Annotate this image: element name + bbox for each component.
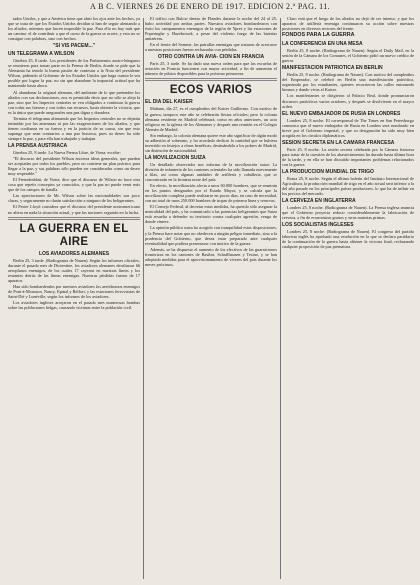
section-heading: EL NUEVO EMBAJADOR DE RUSIA EN LONDRES <box>282 110 401 117</box>
section-heading: LA PRODUCCION MUNDIAL DE TRIGO <box>282 168 374 175</box>
section-heading: LA CONFERENCIA EN UNA MESA <box>282 41 363 48</box>
section-heading: EL DIA DEL KAISER <box>145 99 193 106</box>
divider <box>8 217 140 220</box>
page-header: A B C. VIERNES 26 DE ENERO DE 1917. EDICION 2.ª PAG. 11. <box>89 2 331 11</box>
paragraph: El tráfico con Bulow dentro de Flandes durante la noche del 24 al 25, hubo actividad por ambas partes. Nuestros aviadores bombardearon con éxito los campamentos enemigos de la región de Ypres y las estaciones de Poperinghe y Hazebrouck, a pesar del violento fuego de las baterías antiaéreas. <box>145 16 277 42</box>
section-heading: LOS SOCIALISTAS INGLESES <box>282 222 354 229</box>
section-heading: MANIFESTACION PATRIOTICA EN BERLIN <box>282 65 383 72</box>
column-3 <box>282 16 414 581</box>
paragraph: Berlín 25, 8 noche. (Radiograma de Nauen). Según el Daily Mail, en la sesión de la Cámara de los Comunes, el Gobierno pidió un nuevo crédito de guerra. <box>282 48 414 64</box>
paragraph: Berlín 25, 8 noche. (Radiograma de Nauen). Con motivo del cumpleaños del Emperador, se celebró en Berlín una manifestación patriótica, organizada por los estudiantes, quienes recorrieron las calles entonando himnos y dando vivas al Kaiser. <box>282 72 414 93</box>
paragraph: Londres 25, 8 noche. (Radiograma de Nauen). La Prensa inglesa anuncia que el Gobierno proyecta reducir considerablemente la fabricación de cerveza, a fin de economizar granos y otras materias primas. <box>282 205 414 221</box>
paragraph: En el frente del Somme, las patrullas enemigas que trataron de acercarse a nuestras posiciones fueron rechazadas con pérdidas. <box>145 42 277 53</box>
headline-guerra-aire: LA GUERRA EN EL AIRE <box>19 222 129 248</box>
paragraph: Berlín 25, 3 tarde. (Radiograma de Nauen). Según los informes oficiales, durante el pasado mes de Diciembre, los aviadores alemanes derribaron 66 aeroplanos enemigos, de los cuales 17 cayeron en nuestras líneas y los restantes detrás de las líneas enemigas. Nuestras pérdidas fueron de 17 aparatos. <box>8 257 140 283</box>
section-heading: SESION SECRETA EN LA CAMARA FRANCESA <box>282 139 395 146</box>
paragraph: Han sido bombardeados por nuestros aviadores los aeródromos enemigos de Pont-à-Mousson, Nancy, Epinal y Belfort, y las estaciones ferroviarias de Saint-Dié y Lunéville, según los informes de los aviadores. <box>8 283 140 299</box>
paragraph: Claro está que el fuego de los aliados no dejó de ser intenso, y que los aparatos de artillería enemiga continuaron su acción sobre nuestras posiciones en diversos sectores del frente. <box>282 16 414 32</box>
paragraph: Roma 25, 8 noche. Según el último boletín del Instituto Internacional de Agricultura, la producción mundial de trigo en el año actual será inferior a la del año pasado en los principales países productores, lo que ha de influir en los precios del mercado. <box>282 175 414 197</box>
column-1 <box>8 16 140 581</box>
paragraph: Las apreciaciones de Mr. Wilson sobre las nacionalidades son poco claras, y seguramente no darán satisfacción a ninguno de los beligerantes. <box>8 193 140 204</box>
paragraph: Los aviadores ingleses arrojaron en el pasado mes numerosas bombas sobre las poblaciones belgas, causando víctimas entre la población civil. <box>8 299 140 310</box>
paragraph: Al abandonar la original alemana, del ambiente de lo que pretenden los aliados con sus declaraciones, nos es permitido decir que no sólo se aleja la paz, sino que los Imperios centrales se ven obligados a continuar la guerra con todas sus fuerzas y con todos sus recursos, hasta obtener la victoria, que es la única que puede asegurarles una paz digna y duradera. <box>8 89 140 115</box>
paragraph: El Fremdenblatt, de Viena, dice que el discurso de Wilson no hace otra cosa que repetir conceptos ya conocidos, y que la paz no puede venir más que de los campos de batalla. <box>8 177 140 193</box>
paragraph: París 25, 3 tarde. Se ha dado una nueva orden para que las escuelas de aviación en Francia funcionen con mayor actividad, a fin de aumentar el número de pilotos disponibles para la próxima primavera. <box>145 61 277 77</box>
section-heading: "SI VIS PACEM..." <box>52 43 96 50</box>
section-heading: LOS AVIADORES ALEMANES <box>38 250 110 257</box>
section-heading: LA MOVILIZACION SUIZA <box>145 154 206 161</box>
paragraph: Londres 25, 8 noche. El corresponsal de The Times en San Petersburgo comunica que el nuevo embajador de Rusia en Londres será nombrado en breve por el Gobierno imperial, y que su designación ha sido muy bien acogida en los círculos diplomáticos. <box>282 117 414 138</box>
paragraph: Además, se ha dispuesto el aumento de los efectivos de las guarniciones fronterizas en los cantones de Basilea, Schaffhausen y Tesino, y se han adoptado medidas para el aprovisionamiento de víveres del país durante los meses próximos. <box>145 246 277 267</box>
paragraph: Los manifestantes se dirigieron al Palacio Real, donde pronunciaron discursos patrióticos varios oradores, y después se disolvieron en el mayor orden. <box>282 93 414 109</box>
paragraph: En efecto, la movilización afecta a unos 60.000 hombres, que se reunirán en los puntos designados por el Estado Mayor, y se calcula que la movilización completa puede realizarse en pocos días, en caso de necesidad, con un total de unos 250.000 hombres de tropas de primera línea y reservas. <box>145 183 277 204</box>
column-2 <box>145 16 277 581</box>
section-heading: UN TELEGRAMA A WILSON <box>8 51 75 58</box>
section-heading: OTRO CONTRA UN AVIA- CION EN FRANCIA <box>157 54 265 61</box>
column-divider <box>280 18 281 579</box>
paragraph: Mañana, día 27, es el cumpleaños del Kaiser Guillermo. Con motivo de la guerra, tampoco este año se celebrarán fiestas oficiales; pero la colonia alemana residente en Madrid celebrará, como en años anteriores, un acto religioso en la iglesia de los Alemanes y después una reunión en el Colegio Alemán de Madrid. <box>145 106 277 132</box>
paragraph: El Pester Lloyd considera que el discurso del presidente norteamericano no altera en nada la situación actual, y que las naciones seguirán en la lucha. <box>8 204 140 215</box>
section-heading: FONDOS PARA LA GUERRA <box>282 32 355 39</box>
paragraph: París 25, 8 noche. La sesión secreta celebrada por la Cámara francesa para tratar de la cuestión de los abastecimientos ha durado hasta última hora de la tarde, y en ella se han discutido importantes problemas relacionados con la guerra. <box>282 146 414 167</box>
paragraph: La opinión pública suiza ha acogido con tranquilidad estas disposiciones, y la Prensa hace notar que no obedecen a ningún peligro inmediato, sino a la prudencia del Gobierno, que desea estar preparado ante cualquier eventualidad que pudiera presentarse con motivo de la guerra. <box>145 225 277 246</box>
paragraph: Un detallado observador nos informa de la movilización suiza: La división de infantería de los cantones orientales ha sido llamada nuevamente a filas, así como algunas unidades de artillería y caballería, que se concentrarán en la frontera norte del país. <box>145 161 277 183</box>
paragraph: El Consejo Federal, al decretar estas medidas, ha querido sólo asegurar la neutralidad del país, y ha comunicado a las potencias beligerantes que Suiza está resuelta a defender su territorio contra cualquier agresión, venga de donde viniere. <box>145 204 277 225</box>
paragraph: Sin embargo, la colonia alemana quiere este año significar de algún modo su adhesión al soberano, y ha acordado dedicar la cantidad que se hubiera invertido en festejos a obras benéficas, destinándola a los pobres de Madrid, sin distinción de nacionalidad. <box>145 132 277 153</box>
paragraph: Ginebra 25, 8 tarde. Los presidentes de los Parlamentos austro-húngaros se reunieron para tomar parte en la Prensa de Berlín, donde se pide que la Alemania ha tenido la buena pasión de contestar a la Nota del presidente Wilson, pidiendo al Gobierno de los Estados Unidos que haga cuanto le sea posible por lograr la paz, no sin que abandone la imparcial actitud que ha mantenido hasta ahora. <box>8 58 140 89</box>
paragraph: Termina el telegrama afirmando que los Imperios centrales no se dejarán intimidar por las amenazas ni por las exageraciones de los aliados, y que tienen confianza en su fuerza y en la justicia de su causa, sin que esto suponga que sean contrarios a una paz honrosa, pues su deseo ha sido siempre la paz, y para ella han trabajado y trabajan. <box>8 115 140 141</box>
paragraph: Londres 25, 8 noche. (Radiograma de Nauen). El congreso del partido laborista inglés ha aprobado una resolución en la que se declara partidario de la continuación de la guerra hasta obtener la victoria final, rechazando cualquier proposición de paz prematura. <box>282 229 414 250</box>
paragraph: tados Unidos, y que a América tiene que abrir los ojos ante los hechos, ya que se trata de que los Estados Unidos decidan si han de seguir alentando a los aliados, mientras que hacen imposible la paz. Para ello no hay más que un camino: el de contribuir a que el curso de la guerra se acorte, y esto no se consigue con palabras, sino con hechos. <box>8 16 140 42</box>
section-heading: LA PRENSA AUSTRIACA <box>8 142 68 149</box>
column-divider <box>143 18 144 579</box>
paragraph: "El discurso del presidente Wilson encierra ideas generales, que pueden ser aceptadas por todos los pueblos, pero no contiene un plan práctico para llegar a la paz, y sus palabras sólo pueden ser consideradas como un deseo muy respetable." <box>8 156 140 177</box>
headline-ecos-varios: ECOS VARIOS <box>169 84 253 97</box>
section-heading: LA CERVEZA EN INGLATERRA <box>282 198 356 205</box>
paragraph: Ginebra 25, 8 tarde. La Nueva Prensa Libre, de Viena, escribe: <box>13 149 121 155</box>
divider <box>145 78 277 81</box>
